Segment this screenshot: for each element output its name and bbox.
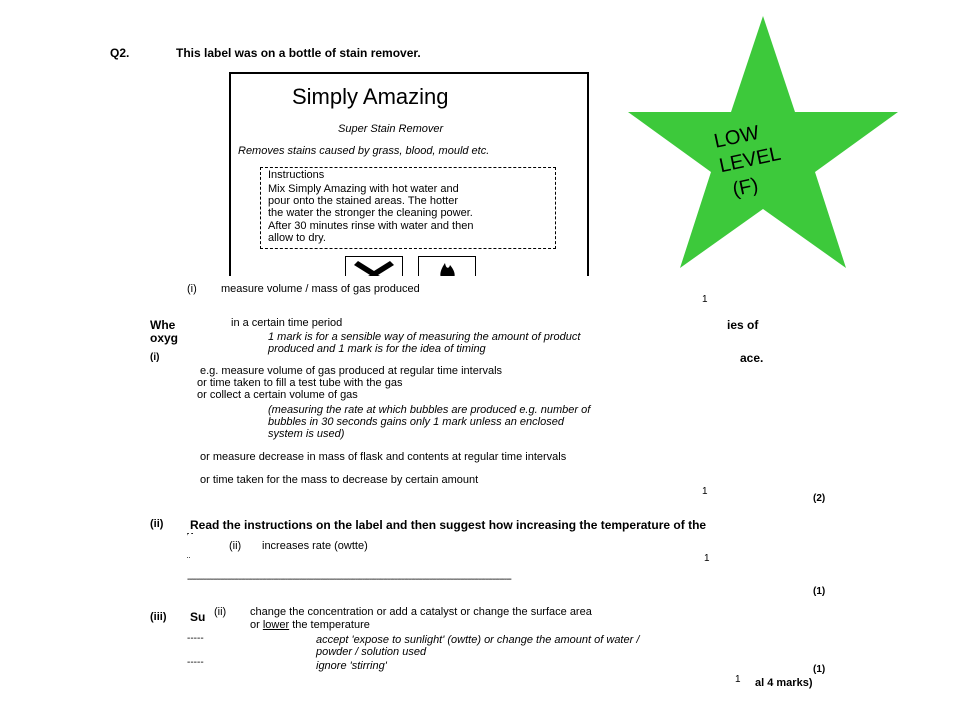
instructions-line: pour onto the stained areas. The hotter [268,195,458,207]
answer-dashes-short: ----- [187,657,204,668]
ms-i-eg2: or time taken to fill a test tube with the gas [197,377,403,389]
ms-iii-mark: 1 [735,674,741,685]
instructions-line: After 30 minutes rinse with water and then [268,220,474,232]
part-i-label: (i) [150,352,160,363]
answer-dashes: ------------------------------------------------------------------------------------------------------------------------------------------- [187,574,511,585]
marks-1b: (1) [813,664,826,675]
part-iii-label: (iii) [150,611,167,623]
part-iii-text: Su [190,610,206,624]
part-ii-text: Read the instructions on the label and then suggest how increasing the temperature of the [190,518,707,532]
part-ii-label: (ii) [150,518,164,530]
question-number: Q2. [110,46,130,60]
ms-i-note5: system is used) [268,428,345,440]
label-description: Removes stains caused by grass, blood, mould etc. [238,145,490,157]
ms-iii-note2: powder / solution used [316,646,427,658]
instructions-line: Mix Simply Amazing with hot water and [268,183,459,195]
instructions-line: the water the stronger the cleaning power. [268,207,473,219]
ms-i-mark1: 1 [702,294,708,305]
star-badge-icon [620,14,902,270]
star-text-line2: LEVEL [717,142,783,178]
part-i-end: ace. [740,351,764,365]
ms-ii-text: increases rate (owtte) [262,540,368,552]
ms-i-eg5: or time taken for the mass to decrease by certain amount [200,474,479,486]
ms-i-eg1: e.g. measure volume of gas produced at regular time intervals [200,365,503,377]
question-stem-start: oxyg [150,331,179,345]
star-text-line1: LOW [712,121,762,153]
ms-ii-label: (ii) [229,540,242,552]
ms-iii-line1: change the concentration or add a catalyst or change the surface area [250,606,592,618]
ms-i-eg4: or measure decrease in mass of flask and contents at regular time intervals [200,451,567,463]
ms-iii-line2: or lower the temperature [250,619,370,631]
answer-dashes-short: ----- [187,633,204,644]
question-stem-end: ies of [727,318,759,332]
ms-iii-label: (ii) [214,606,227,618]
instructions-heading: Instructions [268,169,325,181]
label-title: Simply Amazing [292,84,449,109]
marks-1a: (1) [813,586,826,597]
ms-i-mark2: 1 [702,486,708,497]
instructions-line: allow to dry. [268,232,326,244]
ms-i-note2: produced and 1 mark is for the idea of timing [268,343,486,355]
ms-iii-note1: accept 'expose to sunlight' (owtte) or change the amount of water / [316,634,640,646]
marks-2: (2) [813,493,826,504]
ms-i-line2: in a certain time period [231,317,343,329]
ms-i-eg3: or collect a certain volume of gas [197,389,358,401]
ms-iii-note3: ignore 'stirring' [316,660,387,672]
question-stem-start: Whe [150,318,176,332]
ms-i-note4: bubbles in 30 seconds gains only 1 mark unless an enclosed [268,416,564,428]
ms-ii-mark: 1 [704,553,710,564]
ms-i-line1: measure volume / mass of gas produced [221,283,420,295]
total-marks: al 4 marks) [755,677,813,689]
ms-i-note1: 1 mark is for a sensible way of measuring the amount of product [268,331,581,343]
star-text-line3: (F) [730,174,761,201]
ms-i-label: (i) [187,283,197,295]
label-subtitle: Super Stain Remover [338,123,444,135]
ms-ii-dash: ¨ [187,556,191,567]
question-intro: This label was on a bottle of stain remover. [176,46,421,60]
ms-i-note3: (measuring the rate at which bubbles are produced e.g. number of [268,404,591,416]
